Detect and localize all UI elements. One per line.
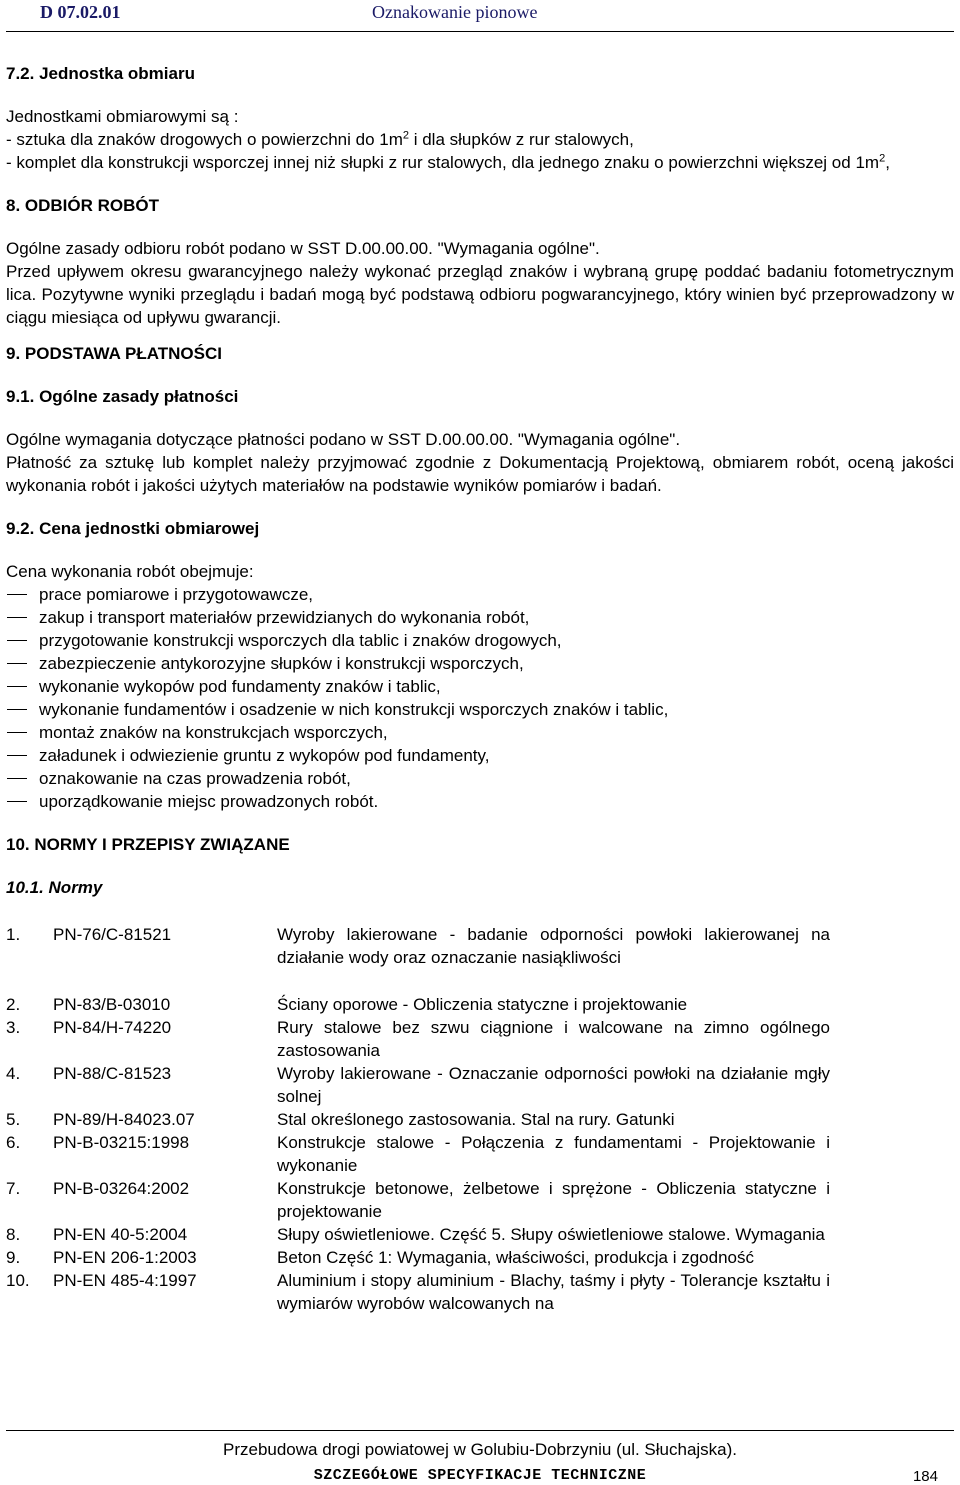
norm-description: Słupy oświetleniowe. Część 5. Słupy oświetleniowe stalowe. Wymagania — [277, 1225, 825, 1244]
norm-code: PN-88/C-81523 — [53, 1064, 172, 1083]
list-item: załadunek i odwiezienie gruntu z wykopów pod fundamenty, — [6, 744, 954, 767]
units-intro: Jednostkami obmiarowymi są : — [6, 107, 239, 126]
norm-number: 4. — [6, 1064, 21, 1083]
norm-description: Konstrukcje betonowe, żelbetowe i sprężone - Obliczenia statyczne i projektowanie — [277, 1179, 830, 1221]
norm-code: PN-EN 206-1:2003 — [53, 1248, 197, 1267]
norms-table — [6, 923, 954, 1315]
header-title: Oznakowanie pionowe — [372, 2, 538, 22]
norm-code: PN-EN 485-4:1997 — [53, 1271, 197, 1290]
footer-divider — [6, 1430, 954, 1431]
norm-description: Rury stalowe bez szwu ciągnione i walcowane na zimno ogólnego zastosowania — [277, 1018, 830, 1060]
norm-number: 7. — [6, 1179, 21, 1198]
list-item: wykonanie fundamentów i osadzenie w nich konstrukcji wsporczych znaków i tablic, — [6, 698, 954, 721]
norm-code: PN-EN 40-5:2004 — [53, 1225, 188, 1244]
header-divider — [6, 31, 954, 32]
norm-description: Beton Część 1: Wymagania, właściwości, produkcja i zgodność — [277, 1248, 755, 1267]
norm-code: PN-89/H-84023.07 — [53, 1110, 195, 1129]
spec-code: D 07.02.01 — [40, 2, 121, 22]
norm-number: 6. — [6, 1133, 21, 1152]
norm-description: Aluminium i stopy aluminium - Blachy, taśmy i płyty - Tolerancje kształtu i wymiarów wyrobów walcowanych na — [277, 1271, 830, 1313]
payment-p1: Ogólne wymagania dotyczące płatności podano w SST D.00.00.00. "Wymagania ogólne". — [6, 430, 681, 449]
page-header — [0, 0, 960, 32]
norm-row — [6, 993, 954, 1016]
list-item: oznakowanie na czas prowadzenia robót, — [6, 767, 954, 790]
norm-row — [6, 1177, 954, 1223]
list-item: wykonanie wykopów pod fundamenty znaków i tablic, — [6, 675, 954, 698]
page-number: 184 — [912, 1468, 938, 1485]
norm-row — [6, 1131, 954, 1177]
heading-8: 8. ODBIÓR ROBÓT — [6, 196, 160, 215]
norm-number: 1. — [6, 925, 21, 944]
norm-description: Wyroby lakierowane - Oznaczanie odporności powłoki na działanie mgły solnej — [277, 1064, 830, 1106]
norm-number: 10. — [6, 1271, 30, 1290]
norm-code: PN-84/H-74220 — [53, 1018, 172, 1037]
heading-7-2: 7.2. Jednostka obmiaru — [6, 64, 195, 83]
norm-number: 9. — [6, 1248, 21, 1267]
norm-row — [6, 1062, 954, 1108]
norm-row — [6, 1269, 954, 1315]
norm-row — [6, 1223, 954, 1246]
price-items-list — [6, 583, 954, 813]
norm-row — [6, 1108, 954, 1131]
norm-code: PN-B-03215:1998 — [53, 1133, 190, 1152]
document-body — [6, 62, 954, 1315]
units-item-1: - sztuka dla znaków drogowych o powierzchni do $1m^2$ i dla słupków z rur stalowych, — [6, 129, 634, 149]
heading-9-2: 9.2. Cena jednostki obmiarowej — [6, 519, 260, 538]
list-item: uporządkowanie miejsc prowadzonych robót. — [6, 790, 954, 813]
norm-number: 2. — [6, 995, 21, 1014]
heading-10-1: 10.1. Normy — [6, 878, 103, 897]
norm-row — [6, 923, 954, 969]
heading-9: 9. PODSTAWA PŁATNOŚCI — [6, 344, 222, 363]
list-item: prace pomiarowe i przygotowawcze, — [6, 583, 954, 606]
list-item: przygotowanie konstrukcji wsporczych dla tablic i znaków drogowych, — [6, 629, 954, 652]
norm-row — [6, 1246, 954, 1269]
project-name: Przebudowa drogi powiatowej w Golubiu-Dobrzyniu (ul. Słuchajska). — [222, 1440, 738, 1459]
spec-title: SZCZEGÓŁOWE SPECYFIKACJE TECHNICZNE — [313, 1467, 647, 1484]
norm-number: 8. — [6, 1225, 21, 1244]
norm-number: 5. — [6, 1110, 21, 1129]
norm-description: Ściany oporowe - Obliczenia statyczne i projektowanie — [277, 995, 688, 1014]
payment-p2: Płatność za sztukę lub komplet należy przyjmować zgodnie z Dokumentacją Projektową, obmiarem robót, oceną jakości wykonania robót i jakości użytych materiałów na podstawie wyników pomiarów i badań. — [6, 453, 954, 495]
acceptance-p1: Ogólne zasady odbioru robót podano w SST D.00.00.00. "Wymagania ogólne". — [6, 239, 600, 258]
norm-code: PN-76/C-81521 — [53, 925, 172, 944]
norm-number: 3. — [6, 1018, 21, 1037]
page-footer — [0, 1430, 960, 1484]
norm-code: PN-83/B-03010 — [53, 995, 171, 1014]
heading-10: 10. NORMY I PRZEPISY ZWIĄZANE — [6, 835, 290, 854]
list-item: zakup i transport materiałów przewidzianych do wykonania robót, — [6, 606, 954, 629]
norm-code: PN-B-03264:2002 — [53, 1179, 190, 1198]
list-item: zabezpieczenie antykorozyjne słupków i konstrukcji wsporczych, — [6, 652, 954, 675]
norm-description: Wyroby lakierowane - badanie odporności powłoki lakierowanej na działanie wody oraz oznaczanie nasiąkliwości — [277, 925, 830, 967]
norm-row — [6, 1016, 954, 1062]
units-item-2: - komplet dla konstrukcji wsporczej innej niż słupki z rur stalowych, dla jednego znaku o powierzchni większej od $1m^2$, — [6, 152, 890, 172]
list-item: montaż znaków na konstrukcjach wsporczych, — [6, 721, 954, 744]
heading-9-1: 9.1. Ogólne zasady płatności — [6, 387, 239, 406]
norm-description: Stal określonego zastosowania. Stal na rury. Gatunki — [277, 1110, 675, 1129]
norm-description: Konstrukcje stalowe - Połączenia z fundamentami - Projektowanie i wykonanie — [277, 1133, 830, 1175]
price-intro: Cena wykonania robót obejmuje: — [6, 562, 254, 581]
acceptance-p2: Przed upływem okresu gwarancyjnego należy wykonać przegląd znaków i wybraną grupę poddać badaniu fotometrycznym lica. Pozytywne wyniki przeglądu i badań mogą być podstawą odbioru pogwarancyjnego, który winien być przeprowadzony w ciągu miesiąca od upływu gwarancji. — [6, 262, 954, 327]
